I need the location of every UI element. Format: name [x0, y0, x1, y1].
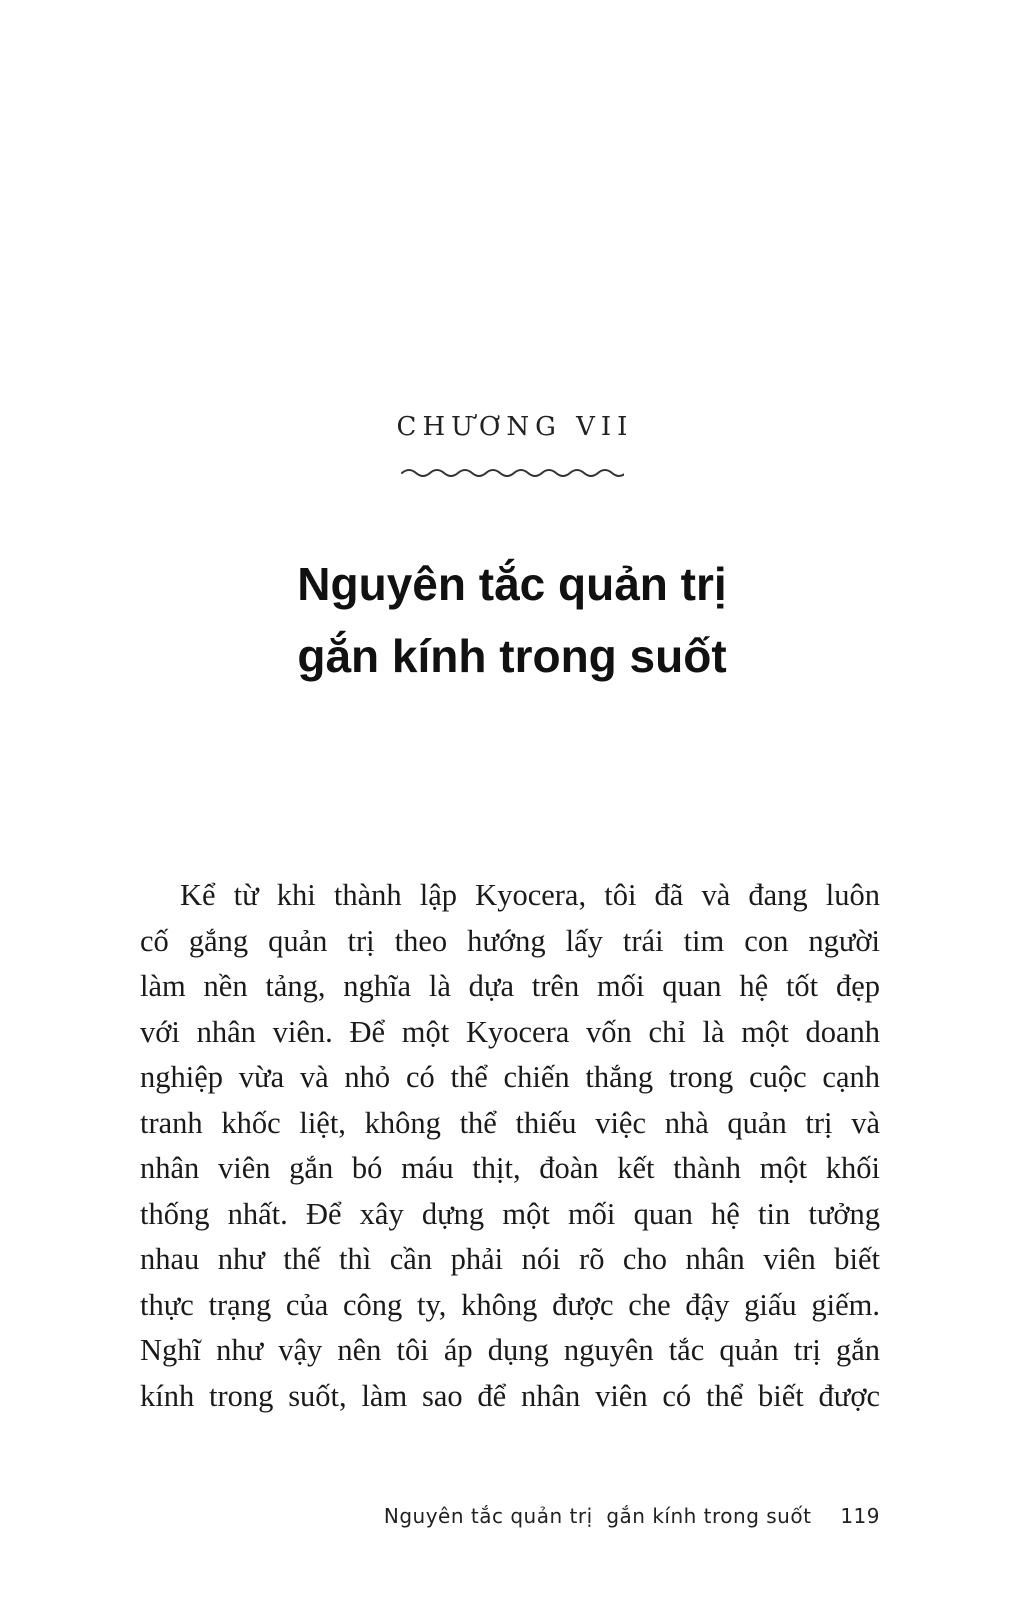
wave-ornament — [400, 465, 624, 481]
chapter-label: CHƯƠNG VII — [396, 412, 634, 442]
body-line: thực trạng của công ty, không được che đậy giấu giếm. — [140, 1287, 880, 1322]
body-line: Nghĩ như vậy nên tôi áp dụng nguyên tắc quản trị gắn — [140, 1333, 880, 1367]
body-line: nghiệp vừa và nhỏ có thể chiến thắng trong cuộc cạnh — [140, 1060, 880, 1094]
body-line: thống nhất. Để xây dựng một mối quan hệ tin tưởng — [140, 1196, 880, 1231]
chapter-title-line-1: Nguyên tắc quản trị — [297, 558, 727, 610]
body-line: tranh khốc liệt, không thể thiếu việc nhà quản trị và — [140, 1105, 880, 1140]
body-line: cố gắng quản trị theo hướng lấy trái tim con người — [140, 923, 880, 958]
page-number: 119 — [840, 1504, 880, 1528]
body-paragraph — [140, 873, 880, 1419]
chapter-title-line-2: gắn kính trong suốt — [297, 630, 727, 682]
body-line: Kể từ khi thành lập Kyocera, tôi đã và đang luôn — [180, 878, 880, 912]
body-line: kính trong suốt, làm sao để nhân viên có thể biết được — [140, 1378, 880, 1413]
body-line: nhân viên gắn bó máu thịt, đoàn kết thành một khối — [140, 1151, 880, 1185]
body-line: nhau như thế thì cần phải nói rõ cho nhân viên biết — [140, 1242, 880, 1276]
running-title: Nguyên tắc quản trị gắn kính trong suốt — [383, 1504, 812, 1528]
page-footer — [140, 1504, 880, 1528]
chapter-title — [0, 548, 1024, 692]
body-line: với nhân viên. Để một Kyocera vốn chỉ là một doanh — [140, 1014, 880, 1049]
body-line: làm nền tảng, nghĩa là dựa trên mối quan hệ tốt đẹp — [140, 969, 880, 1003]
